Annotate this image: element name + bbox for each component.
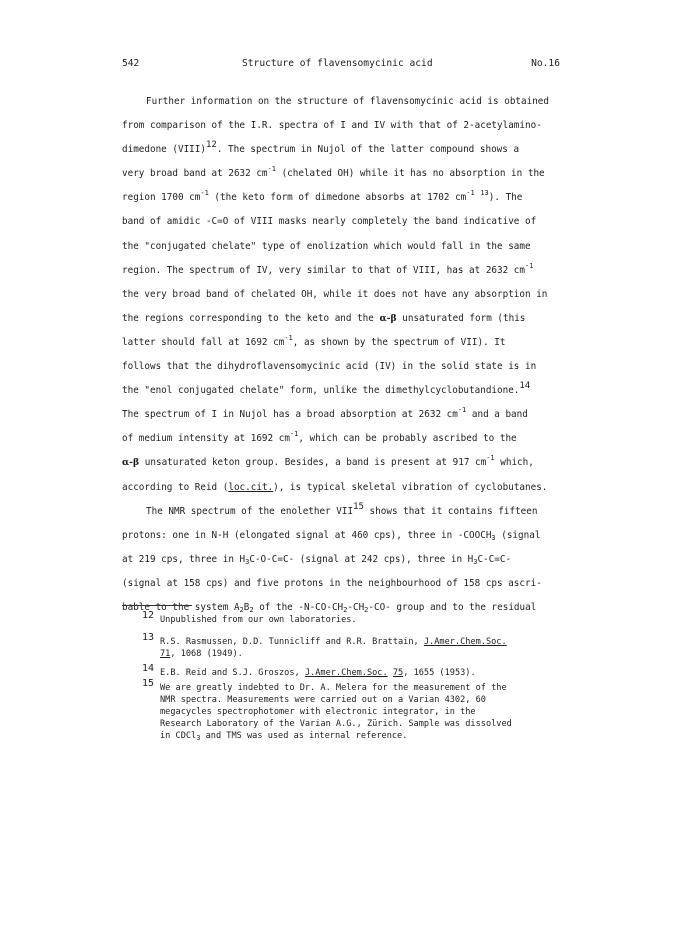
footnote-text: Research Laboratory of the Varian A.G., Zürich. Sample was dissolved: [160, 719, 512, 729]
text-line: of medium intensity at 1692 $cm^{-1}$, which can be probably ascribed to the: [122, 430, 517, 445]
text-line: bable to the system $A_2B_2$ of the $-N-CO-CH_2-CH_2-CO-$ group and to the residual: [122, 601, 537, 614]
footnote-text: NMR spectra. Measurements were carried out on a Varian 4302, 60: [160, 695, 486, 705]
text-line: region. The spectrum of IV, very similar to that of VIII, has at 2632 $cm^{-1}$: [122, 261, 534, 276]
running-header: [122, 58, 560, 72]
issue-number: No.16: [531, 58, 560, 69]
footnote-text: E.B. Reid and S.J. Groszos, J.Amer.Chem.Soc. 75, 1655 (1953).: [160, 668, 476, 678]
footnote-ref: 12: [205, 140, 217, 151]
paragraph-ir-spectra: [122, 90, 562, 500]
text-line: band of amidic -C=O of VIII masks nearly completely the band indicative of: [122, 216, 537, 228]
footnote-text: 71, 1068 (1949).: [160, 649, 243, 659]
running-title: Structure of flavensomycinic acid: [242, 58, 433, 69]
alpha-beta-symbol: α-β: [379, 312, 397, 324]
text-line: α-β unsaturated keton group. Besides, a band is present at 917 $cm^{-1}$ which,: [122, 454, 534, 469]
text-line: the very broad band of chelated OH, while it does not have any absorption in: [122, 288, 548, 300]
text-line: the "conjugated chelate" type of enolization which would fall in the same: [122, 240, 531, 252]
text-line: from comparison of the I.R. spectra of I and IV with that of 2-acetylamino-: [122, 120, 542, 132]
text-line: the "enol conjugated chelate" form, unlike the dimethylcyclobutandione.$^{14}$: [122, 381, 531, 397]
footnote-mark: 15: [142, 678, 155, 689]
footnote-ref: 15: [353, 501, 364, 512]
footnote-text: Unpublished from our own laboratories.: [160, 615, 357, 625]
footnote-text: R.S. Rasmussen, D.D. Tunnicliff and R.R. Brattain, J.Amer.Chem.Soc.: [160, 637, 507, 647]
text-line: latter should fall at 1692 $cm^{-1}$, as shown by the spectrum of VII). It: [122, 333, 506, 348]
footnote-ref: 14: [519, 381, 531, 392]
footnote-divider: [122, 605, 192, 606]
text-line: follows that the dihydroflavensomycinic acid (IV) in the solid state is in: [122, 361, 537, 373]
body-text: [122, 90, 562, 620]
text-line: according to Reid (loc.cit.), is typical skeletal vibration of cyclobutanes.: [122, 481, 548, 493]
footnote-mark: 14: [142, 663, 155, 674]
text-line: the regions corresponding to the keto and the α-β unsaturated form (this: [122, 312, 526, 324]
footnote-mark: 12: [142, 610, 155, 621]
text-line: Further information on the structure of flavensomycinic acid is obtained: [146, 96, 549, 107]
text-line: (signal at 158 cps) and five protons in the neighbourhood of 158 cps ascri-: [122, 577, 542, 589]
text-line: at 219 cps, three in $H_3C-O-C=C-$ (signal at 242 cps), three in $H_3C-C=C-$: [122, 553, 512, 566]
journal-reference: J.Amer.Chem.Soc.: [423, 637, 507, 647]
text-line: region 1700 $cm^{-1}$ (the keto form of dimedone absorbs at 1702 $cm^{-1}$ $^{13}$). The: [122, 189, 523, 204]
text-line: The spectrum of I in Nujol has a broad absorption at 2632 $cm^{-1}$ and a band: [122, 406, 528, 421]
alpha-beta-symbol: α-β: [122, 457, 140, 469]
volume-number: 71: [160, 649, 171, 659]
footnote-text: We are greatly indebted to Dr. A. Melera for the measurement of the: [160, 683, 507, 693]
footnote-ref: 13: [480, 189, 489, 198]
page-number: 542: [122, 58, 140, 69]
text-line: protons: one in N-H (elongated signal at 460 cps), three in $-COOCH_3$ (signal: [122, 529, 541, 542]
text-line: The NMR spectrum of the enolether VII$^{15}$ shows that it contains fifteen: [146, 501, 538, 517]
loc-cit-reference: loc.cit.: [228, 481, 274, 493]
text-line: dimedone (VIII)$^{12}$. The spectrum in Nujol of the latter compound shows a: [122, 140, 520, 156]
volume-number: 75: [392, 668, 404, 678]
footnote-mark: 13: [142, 632, 155, 643]
text-line: very broad band at 2632 $cm^{-1}$ (chelated OH) while it has no absorption in the: [122, 165, 545, 180]
footnote-text: in CDCl$_3$ and TMS was used as internal reference.: [160, 731, 408, 742]
footnote-text: megacycles spectrophotomer with electronic integrator, in the: [160, 707, 476, 717]
paragraph-nmr-spectrum: [122, 500, 562, 620]
journal-reference: J.Amer.Chem.Soc.: [304, 668, 388, 678]
